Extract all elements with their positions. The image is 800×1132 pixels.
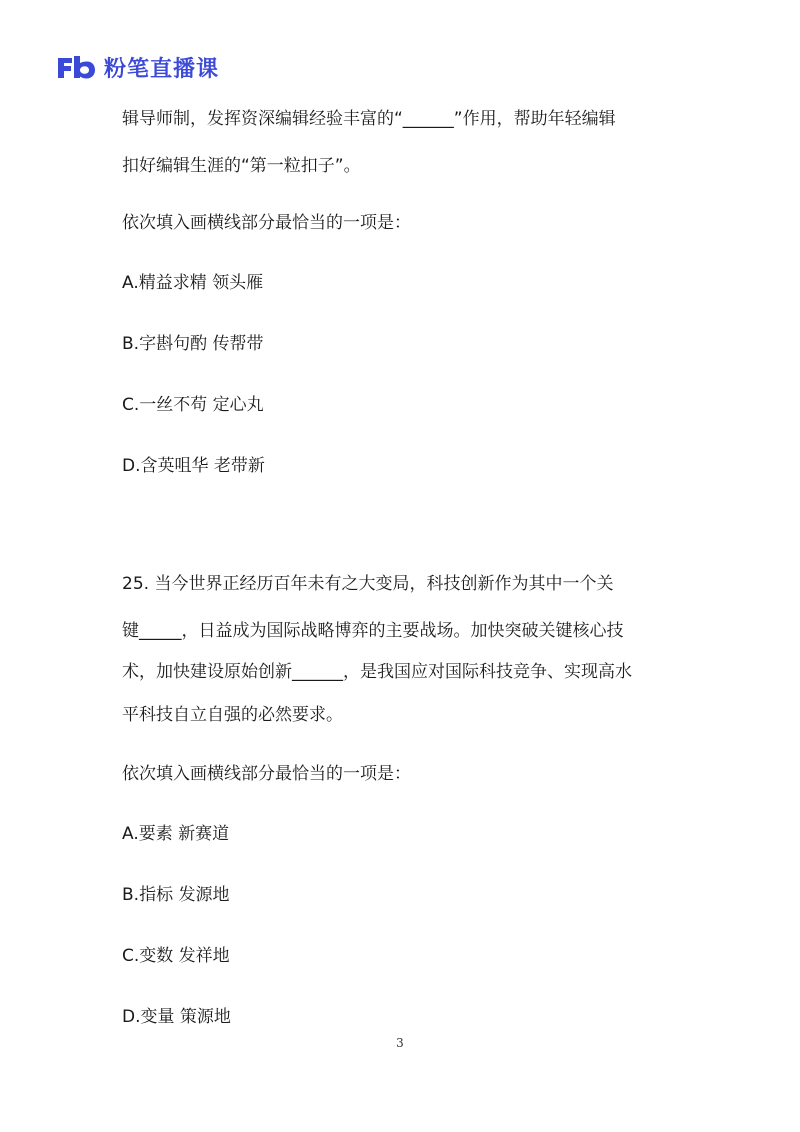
q24-option-c: C.一丝不苟 定心丸: [122, 395, 264, 415]
q24-stem-line-1: 辑导师制，发挥资深编辑经验丰富的“______”作用，帮助年轻编辑: [122, 109, 616, 129]
header: [56, 52, 219, 82]
q25-option-a: A.要素 新赛道: [122, 824, 230, 844]
q24-stem-line-2: 扣好编辑生涯的“第一粒扣子”。: [122, 156, 361, 176]
q25-prompt: 依次填入画横线部分最恰当的一项是：: [122, 764, 411, 784]
q24-option-d: D.含英咀华 老带新: [122, 456, 265, 476]
fb-logo-icon: [56, 54, 96, 80]
q25-stem-line-2: 键_____，日益成为国际战略博弈的主要战场。加快突破关键核心技: [122, 621, 624, 641]
q24-prompt: 依次填入画横线部分最恰当的一项是：: [122, 213, 411, 233]
q25-option-b: B.指标 发源地: [122, 885, 230, 905]
q25-option-c: C.变数 发祥地: [122, 946, 230, 966]
brand-name: 粉笔直播课: [104, 56, 220, 82]
q25-stem-line-3: 术，加快建设原始创新______，是我国应对国际科技竞争、实现高水: [122, 662, 632, 682]
q25-option-d: D.变量 策源地: [122, 1007, 231, 1027]
page-number: 3: [396, 1036, 404, 1050]
q25-stem-line-4: 平科技自立自强的必然要求。: [122, 705, 343, 725]
q24-option-a: A.精益求精 领头雁: [122, 273, 264, 293]
q25-stem-line-1: 25. 当今世界正经历百年未有之大变局，科技创新作为其中一个关: [122, 574, 614, 594]
q24-option-b: B.字斟句酌 传帮带: [122, 334, 264, 354]
